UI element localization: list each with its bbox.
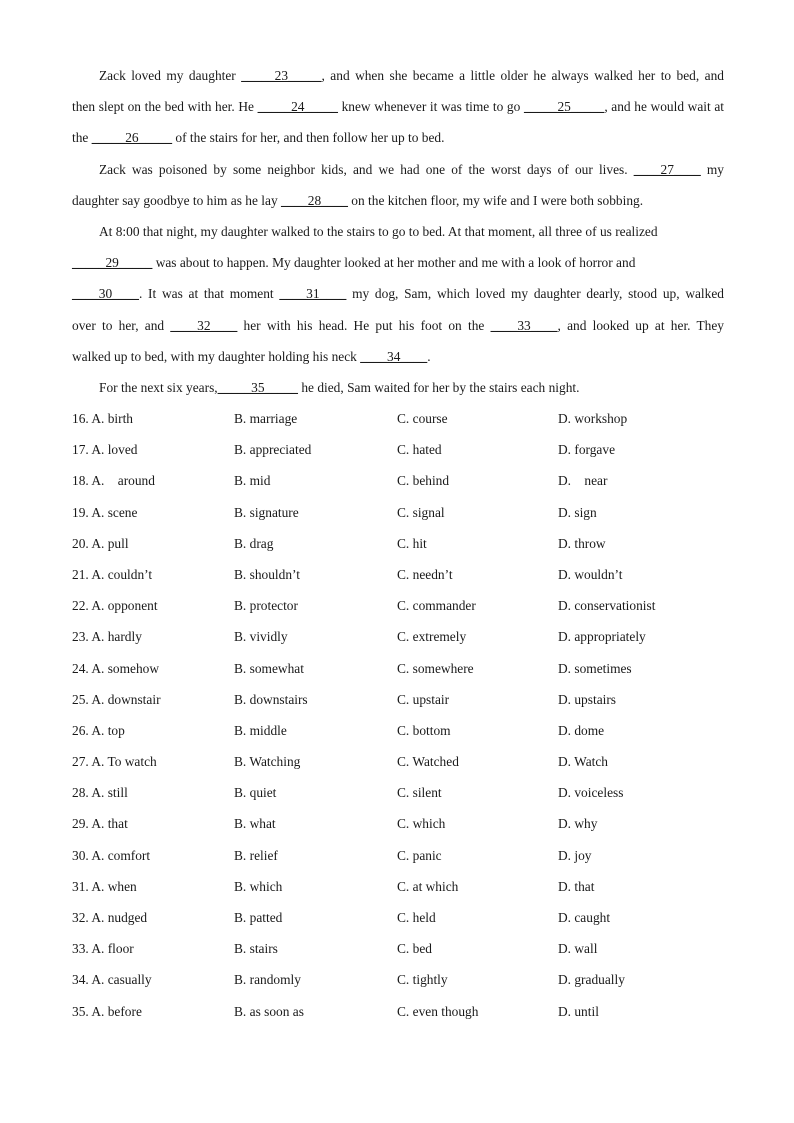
option-a: 23. A. hardly bbox=[72, 629, 142, 645]
option-b: B. appreciated bbox=[234, 442, 312, 458]
option-c: C. held bbox=[397, 910, 436, 925]
blank-32: ____32____ bbox=[170, 317, 238, 333]
option-b: B. relief bbox=[234, 847, 278, 863]
option-d: D. throw bbox=[558, 535, 606, 551]
question-18-options bbox=[72, 468, 732, 499]
question-27-options bbox=[72, 749, 732, 780]
option-c: C. tightly bbox=[397, 972, 448, 988]
question-29-options bbox=[72, 811, 732, 842]
option-b: B. drag bbox=[234, 535, 274, 551]
passage-text: walked up to bed, with my daughter holding his neck bbox=[72, 348, 361, 364]
option-b: B. randomly bbox=[234, 972, 301, 988]
option-c: C. hated bbox=[397, 442, 442, 458]
passage-line bbox=[72, 218, 724, 249]
option-a: 27. A. To watch bbox=[72, 754, 157, 770]
option-b: B. downstairs bbox=[234, 691, 308, 707]
passage-text: was about to happen. My daughter looked at her mother and me with a look of horror and bbox=[152, 255, 636, 271]
blank-29: _____29_____ bbox=[72, 255, 153, 271]
blank-27: ____27____ bbox=[633, 161, 701, 177]
option-c: C. hit bbox=[397, 535, 427, 551]
passage-text: Zack was poisoned by some neighbor kids, and we had one of the worst days of our lives. bbox=[99, 161, 634, 177]
passage-line bbox=[72, 124, 724, 155]
blank-34: ____34____ bbox=[360, 348, 428, 364]
option-d: D. why bbox=[558, 816, 598, 832]
question-35-options bbox=[72, 999, 732, 1030]
option-a: 33. A. floor bbox=[72, 941, 134, 957]
option-c: C. which bbox=[397, 816, 446, 832]
blank-24: _____24_____ bbox=[257, 99, 338, 115]
option-b: B. signature bbox=[234, 504, 299, 520]
passage-line bbox=[72, 156, 724, 187]
option-a: 34. A. casually bbox=[72, 972, 152, 988]
option-b: B. stairs bbox=[234, 941, 278, 957]
option-a: 25. A. downstair bbox=[72, 691, 161, 707]
option-b: B. shouldn’t bbox=[234, 566, 300, 582]
passage-text: then slept on the bed with her. He bbox=[72, 99, 258, 115]
passage-text: he died, Sam waited for her by the stairs each night. bbox=[297, 379, 580, 395]
option-a: 31. A. when bbox=[72, 878, 137, 894]
question-20-options bbox=[72, 531, 732, 562]
option-d: D. conservationist bbox=[558, 598, 656, 614]
option-d: D. sign bbox=[558, 504, 597, 520]
option-d: D. near bbox=[558, 473, 608, 489]
passage-line bbox=[72, 62, 724, 93]
option-c: C. extremely bbox=[397, 629, 467, 645]
blank-26: _____26_____ bbox=[91, 130, 173, 146]
option-a: 24. A. somehow bbox=[72, 660, 160, 676]
option-a: 21. A. couldn’t bbox=[72, 566, 153, 582]
question-34-options bbox=[72, 967, 732, 998]
blank-30: ____30____ bbox=[72, 286, 139, 302]
option-c: C. commander bbox=[397, 598, 476, 614]
option-d: D. forgave bbox=[558, 442, 616, 458]
option-d: D. wouldn’t bbox=[558, 566, 623, 582]
option-d: D. appropriately bbox=[558, 629, 646, 645]
question-30-options bbox=[72, 843, 732, 874]
option-c: C. needn’t bbox=[397, 566, 453, 582]
question-32-options bbox=[72, 905, 732, 936]
option-b: B. marriage bbox=[234, 411, 298, 426]
option-d: D. that bbox=[558, 878, 595, 894]
passage-text: the bbox=[72, 130, 92, 146]
option-c: C. behind bbox=[397, 473, 450, 489]
question-19-options bbox=[72, 500, 732, 531]
option-a: 18. A. around bbox=[72, 473, 155, 489]
question-33-options bbox=[72, 936, 732, 967]
option-b: B. somewhat bbox=[234, 660, 304, 676]
option-a: 16. A. birth bbox=[72, 411, 134, 426]
option-a: 17. A. loved bbox=[72, 442, 138, 458]
option-c: C. Watched bbox=[397, 754, 459, 770]
question-23-options bbox=[72, 624, 732, 655]
passage-text: For the next six years, bbox=[99, 379, 218, 395]
blank-33: ____33____ bbox=[490, 317, 558, 333]
option-c: C. somewhere bbox=[397, 660, 474, 676]
cloze-passage bbox=[72, 62, 724, 405]
passage-text: . bbox=[427, 348, 431, 364]
option-d: D. sometimes bbox=[558, 660, 632, 676]
question-21-options bbox=[72, 562, 732, 593]
question-17-options bbox=[72, 437, 732, 468]
option-b: B. quiet bbox=[234, 785, 277, 801]
option-a: 26. A. top bbox=[72, 722, 125, 738]
option-a: 35. A. before bbox=[72, 1003, 142, 1019]
blank-35: _____35_____ bbox=[217, 379, 298, 395]
option-c: C. silent bbox=[397, 785, 442, 801]
option-c: C. panic bbox=[397, 847, 442, 863]
passage-text: Zack loved my daughter bbox=[99, 68, 242, 83]
option-c: C. at which bbox=[397, 878, 459, 894]
option-a: 30. A. comfort bbox=[72, 847, 151, 863]
option-d: D. upstairs bbox=[558, 691, 617, 707]
passage-line bbox=[72, 187, 724, 218]
passage-text: daughter say goodbye to him as he lay bbox=[72, 192, 281, 208]
option-b: B. patted bbox=[234, 910, 283, 925]
passage-line bbox=[72, 374, 724, 405]
option-c: C. bed bbox=[397, 941, 432, 957]
passage-text: . It was at that moment bbox=[138, 286, 280, 302]
option-d: D. dome bbox=[558, 722, 605, 738]
option-a: 29. A. that bbox=[72, 816, 128, 832]
passage-text: my bbox=[700, 161, 724, 177]
option-b: B. what bbox=[234, 816, 276, 832]
passage-text: At 8:00 that night, my daughter walked to the stairs to go to bed. At that moment, all three of us realized bbox=[99, 223, 658, 239]
option-d: D. until bbox=[558, 1003, 599, 1019]
question-28-options bbox=[72, 780, 732, 811]
question-25-options bbox=[72, 687, 732, 718]
question-31-options bbox=[72, 874, 732, 905]
option-d: D. Watch bbox=[558, 754, 608, 770]
option-b: B. middle bbox=[234, 722, 287, 738]
passage-line bbox=[72, 312, 724, 343]
blank-23: _____23_____ bbox=[241, 68, 322, 83]
question-24-options bbox=[72, 656, 732, 687]
option-c: C. upstair bbox=[397, 691, 450, 707]
passage-text: , and he would wait at bbox=[604, 99, 724, 115]
blank-31: ____31____ bbox=[279, 286, 347, 302]
passage-line bbox=[72, 249, 724, 280]
option-b: B. as soon as bbox=[234, 1003, 304, 1019]
passage-line bbox=[72, 280, 724, 311]
passage-text: , and when she became a little older he always walked her to bed, and bbox=[321, 68, 724, 83]
option-d: D. gradually bbox=[558, 972, 625, 988]
blank-28: ____28____ bbox=[281, 192, 348, 208]
option-a: 20. A. pull bbox=[72, 535, 129, 551]
question-26-options bbox=[72, 718, 732, 749]
option-b: B. Watching bbox=[234, 754, 301, 770]
passage-line bbox=[72, 343, 724, 374]
option-d: D. joy bbox=[558, 847, 592, 863]
question-22-options bbox=[72, 593, 732, 624]
option-c: C. even though bbox=[397, 1003, 479, 1019]
answer-options bbox=[72, 406, 732, 1030]
passage-text: on the kitchen floor, my wife and I were both sobbing. bbox=[347, 192, 644, 208]
passage-text: her with his head. He put his foot on the bbox=[237, 317, 491, 333]
option-c: C. signal bbox=[397, 504, 445, 520]
option-d: D. voiceless bbox=[558, 785, 624, 801]
passage-line bbox=[72, 93, 724, 124]
blank-25: _____25_____ bbox=[523, 99, 605, 115]
passage-text: knew whenever it was time to go bbox=[337, 99, 524, 115]
option-b: B. protector bbox=[234, 598, 298, 614]
option-c: C. course bbox=[397, 411, 448, 426]
passage-text: , and looked up at her. They bbox=[557, 317, 725, 333]
option-c: C. bottom bbox=[397, 722, 451, 738]
option-d: D. caught bbox=[558, 910, 611, 925]
option-d: D. workshop bbox=[558, 411, 628, 426]
passage-text: of the stairs for her, and then follow her up to bed. bbox=[172, 130, 445, 146]
option-a: 32. A. nudged bbox=[72, 910, 148, 925]
option-a: 19. A. scene bbox=[72, 504, 138, 520]
option-d: D. wall bbox=[558, 941, 598, 957]
question-16-options bbox=[72, 406, 732, 437]
option-b: B. mid bbox=[234, 473, 271, 489]
passage-text: over to her, and bbox=[72, 317, 171, 333]
option-b: B. which bbox=[234, 878, 283, 894]
option-a: 28. A. still bbox=[72, 785, 128, 801]
option-a: 22. A. opponent bbox=[72, 598, 158, 614]
passage-text: my dog, Sam, which loved my daughter dearly, stood up, walked bbox=[346, 286, 724, 302]
option-b: B. vividly bbox=[234, 629, 288, 645]
